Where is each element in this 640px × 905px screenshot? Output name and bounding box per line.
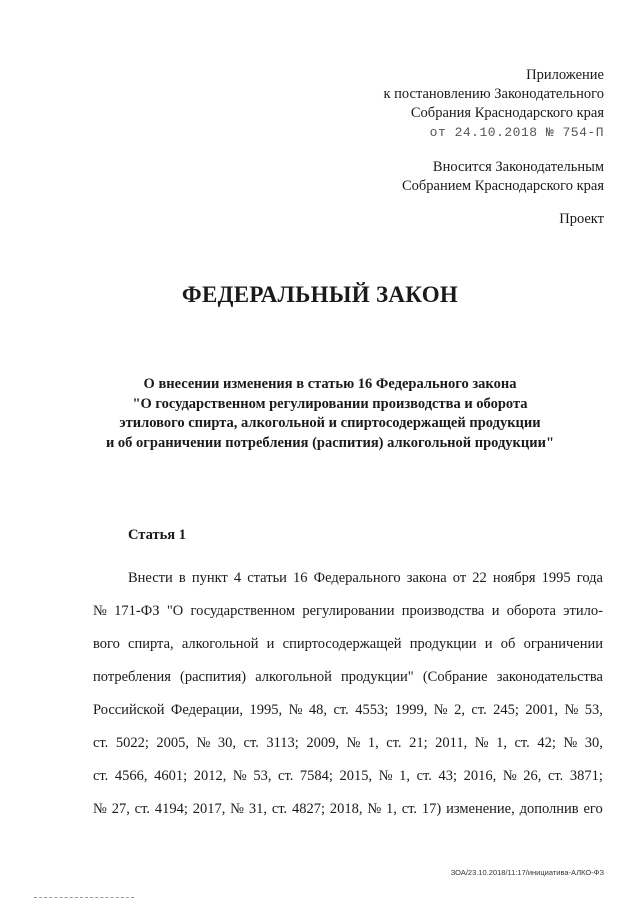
body-line: вого спирта, алкогольной и спиртосодержащей продукции и об ограничении (93, 636, 603, 652)
attachment-line-2: к постановлению Законодательного (383, 86, 604, 102)
article-heading: Статья 1 (128, 527, 186, 543)
law-title: ФЕДЕРАЛЬНЫЙ ЗАКОН (181, 282, 459, 307)
subject-line-1: О внесении изменения в статью 16 Федерального закона (143, 376, 517, 392)
attachment-line-3: Собрания Краснодарского края (410, 105, 604, 121)
subject-line-4: и об ограничении потребления (распития) алкогольной продукции" (105, 434, 555, 451)
body-line: № 27, ст. 4194; 2017, № 31, ст. 4827; 2018, № 1, ст. 17) изменение, дополнив его (93, 801, 603, 817)
attachment-line-1: Приложение (526, 67, 604, 83)
body-line: Внести в пункт 4 статьи 16 Федерального закона от 22 ноября 1995 года (128, 570, 603, 586)
body-line: ст. 5022; 2005, № 30, ст. 3113; 2009, № 1, ст. 21; 2011, № 1, ст. 42; № 30, (93, 735, 603, 751)
footer-code: ЗОА/23.10.2018/11:17/инициатива-АЛКО-ФЗ (450, 868, 604, 877)
subject-line-2: "О государственном регулировании производства и оборота (132, 395, 528, 412)
submitted-line-2: Собранием Краснодарского края (401, 178, 604, 194)
law-subject (60, 375, 600, 453)
resolution-stamp: от 24.10.2018 № 754-П (429, 125, 604, 140)
subject-line-3: этилового спирта, алкогольной и спиртосодержащей продукции (119, 415, 541, 431)
body-line: № 171-ФЗ "О государственном регулировании производства и оборота этило- (93, 603, 603, 619)
submitted-line-1: Вносится Законодательным (432, 159, 604, 175)
draft-status: Проект (559, 211, 604, 227)
body-line: потребления (распития) алкогольной продукции" (Собрание законодательства (93, 669, 603, 685)
article-body (93, 562, 603, 826)
body-line: ст. 4566, 4601; 2012, № 53, ст. 7584; 2015, № 1, ст. 43; 2016, № 26, ст. 3871; (93, 768, 603, 784)
scan-artifact-line (34, 897, 134, 898)
body-line: Российской Федерации, 1995, № 48, ст. 4553; 1999, № 2, ст. 245; 2001, № 53, (93, 702, 603, 718)
submitted-by-block (304, 158, 604, 196)
attachment-block (304, 66, 604, 142)
